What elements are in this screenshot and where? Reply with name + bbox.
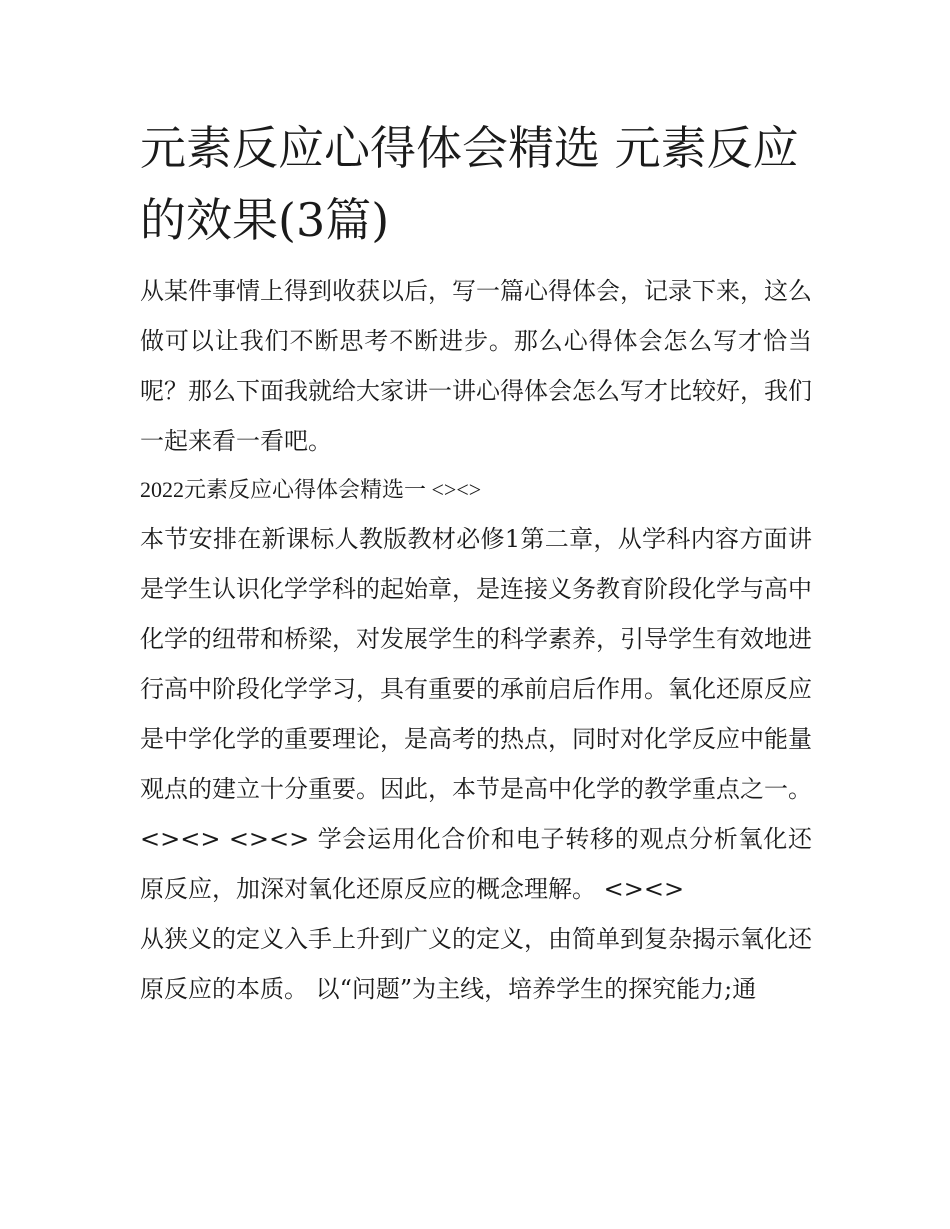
section-heading: 2022元素反应心得体会精选一 <><> <box>140 477 482 502</box>
body-paragraph: 本节安排在新课标人教版教材必修1第二章，从学科内容方面讲是学生认识化学学科的起始章，是连接义务教育阶段化学与高中化学的纽带和桥梁，对发展学生的科学素养，引导学生有效地进行高中阶段化学学习，具有重要的承前启后作用。氧化还原反应是中学化学的重要理论，是高考的热点，同时对化学反应中能量观点的建立十分重要。因此，本节是高中化学的教学重点之一。 <box>140 525 812 803</box>
document-title: 元素反应心得体会精选 元素反应的效果(3篇) <box>140 121 799 247</box>
objective-paragraph: <><> <><> 学会运用化合价和电子转移的观点分析氧化还原反应，加深对氧化还原反应的概念理解。 <><> <box>140 825 812 903</box>
document-page <box>140 112 812 1014</box>
method-paragraph: 从狭义的定义入手上升到广义的定义，由简单到复杂揭示氧化还原反应的本质。 以“问题”为主线，培养学生的探究能力;通 <box>140 925 812 1003</box>
intro-paragraph: 从某件事情上得到收获以后，写一篇心得体会，记录下来，这么做可以让我们不断思考不断进步。那么心得体会怎么写才恰当呢？那么下面我就给大家讲一讲心得体会怎么写才比较好，我们一起来看一看吧。 <box>140 277 812 455</box>
